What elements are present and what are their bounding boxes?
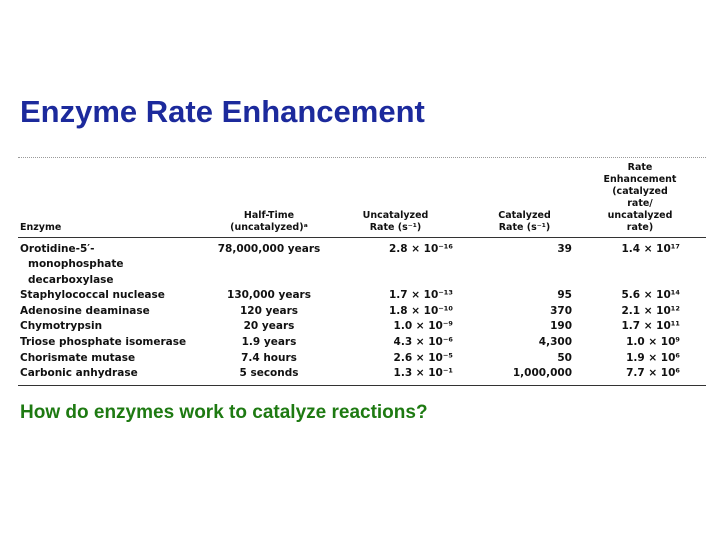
table-row: [18, 351, 706, 367]
cell-uncatalyzed-rate: 2.8 × 10⁻¹⁶: [388, 242, 453, 255]
cell-half-time: 78,000,000 years: [217, 242, 321, 255]
cell-rate-enhancement: 5.6 × 10¹⁴: [621, 289, 680, 302]
cell-uncatalyzed-rate: 1.3 × 10⁻¹: [336, 366, 475, 385]
enzyme-rate-table: [18, 162, 706, 386]
header-half-time: [202, 162, 336, 238]
cell-uncatalyzed-rate: 2.6 × 10⁻⁵: [393, 351, 453, 364]
cell-catalyzed-rate: 39: [557, 242, 572, 255]
cell-enzyme: Chymotrypsin: [20, 320, 103, 333]
cell-half-time: 5 seconds: [202, 366, 336, 385]
cell-rate-enhancement: 7.7 × 10⁶: [598, 366, 706, 385]
header-half-time-line2: (uncatalyzed)ᵃ: [230, 222, 308, 233]
cell-half-time: 130,000 years: [227, 289, 311, 302]
header-enhancement-line3: uncatalyzed rate): [607, 210, 673, 233]
table-header-row: [18, 162, 706, 238]
cell-rate-enhancement: 2.1 × 10¹²: [621, 304, 680, 317]
header-enzyme: [18, 162, 202, 238]
cell-uncatalyzed-rate: 1.0 × 10⁻⁹: [393, 320, 453, 333]
table-row: [18, 242, 706, 289]
table-body: [18, 238, 706, 386]
cell-catalyzed-rate: 370: [550, 304, 572, 317]
header-enhancement-line2: (catalyzed rate/: [612, 186, 668, 209]
cell-enzyme: Carbonic anhydrase: [18, 366, 202, 385]
cell-rate-enhancement: 1.0 × 10⁹: [626, 336, 680, 349]
cell-enzyme: Staphylococcal nuclease: [20, 289, 165, 302]
cell-uncatalyzed-rate: 4.3 × 10⁻⁶: [393, 336, 453, 349]
enzyme-name-cont: monophosphate: [28, 258, 124, 271]
cell-enzyme: Triose phosphate isomerase: [20, 336, 187, 349]
cell-half-time: 7.4 hours: [241, 351, 297, 364]
cell-rate-enhancement: 1.9 × 10⁶: [626, 351, 680, 364]
table-row: [18, 319, 706, 335]
cell-half-time: 20 years: [243, 320, 295, 333]
cell-enzyme: Adenosine deaminase: [20, 304, 150, 317]
table-row: [18, 288, 706, 304]
header-uncatalyzed-line2: Rate (s⁻¹): [369, 222, 422, 233]
cell-catalyzed-rate: 50: [557, 351, 572, 364]
cell-uncatalyzed-rate: 1.7 × 10⁻¹³: [388, 289, 453, 302]
cell-rate-enhancement: 1.4 × 10¹⁷: [621, 242, 680, 255]
cell-rate-enhancement: 1.7 × 10¹¹: [621, 320, 680, 333]
cell-half-time: 1.9 years: [241, 336, 297, 349]
table-row: [18, 366, 706, 385]
cell-half-time: 120 years: [239, 304, 299, 317]
table-row: [18, 304, 706, 320]
dotted-divider: [18, 157, 706, 158]
header-enhancement-line1: Rate Enhancement: [603, 162, 677, 185]
header-catalyzed-line1: Catalyzed: [498, 210, 551, 221]
header-enzyme-label: Enzyme: [20, 222, 62, 233]
header-rate-enhancement: [598, 162, 706, 238]
cell-catalyzed-rate: 4,300: [538, 336, 572, 349]
cell-uncatalyzed-rate: 1.8 × 10⁻¹⁰: [388, 304, 453, 317]
cell-catalyzed-rate: 95: [557, 289, 572, 302]
header-catalyzed-line2: Rate (s⁻¹): [498, 222, 551, 233]
slide-question: How do enzymes work to catalyze reactions?: [20, 402, 428, 423]
slide-title: Enzyme Rate Enhancement: [20, 94, 425, 129]
header-catalyzed-rate: [475, 162, 598, 238]
cell-enzyme: [18, 242, 202, 289]
header-uncatalyzed-line1: Uncatalyzed: [362, 210, 429, 221]
table-header: [18, 162, 706, 238]
enzyme-name: Orotidine-5′-: [20, 242, 95, 255]
header-uncatalyzed-rate: [336, 162, 475, 238]
enzyme-name-cont: decarboxylase: [28, 273, 114, 286]
cell-catalyzed-rate: 1,000,000: [475, 366, 598, 385]
table-row: [18, 335, 706, 351]
cell-catalyzed-rate: 190: [550, 320, 572, 333]
cell-enzyme: Chorismate mutase: [20, 351, 136, 364]
header-half-time-line1: Half-Time: [243, 210, 295, 221]
